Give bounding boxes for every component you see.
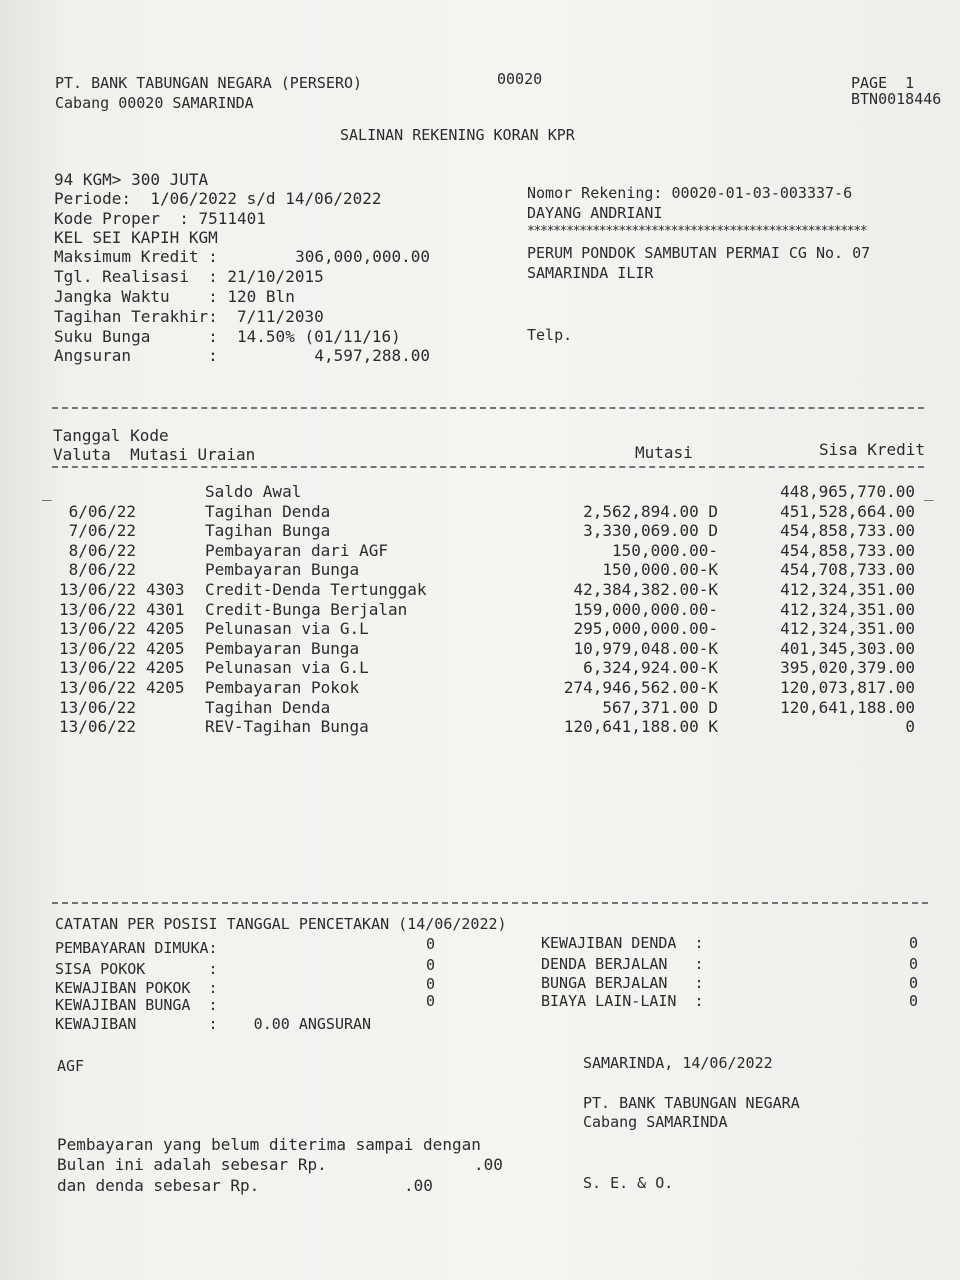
maks-kredit-value: 306,000,000.00 bbox=[295, 247, 430, 266]
bank-name: PT. BANK TABUNGAN NEGARA (PERSERO) bbox=[55, 74, 363, 92]
note-label: KEWAJIBAN BUNGA : bbox=[55, 996, 218, 1014]
row-sisa: 120,073,817.00 bbox=[780, 678, 915, 697]
row-mutasi: 150,000.00-K bbox=[602, 560, 718, 579]
row-sisa: 454,708,733.00 bbox=[780, 560, 915, 579]
row-uraian: Pembayaran Pokok bbox=[205, 678, 360, 697]
row-date: 6/06/22 bbox=[68, 502, 136, 521]
note-value: 0 bbox=[908, 934, 918, 952]
row-date: 13/06/22 bbox=[58, 639, 136, 658]
row-uraian: Pelunasan via G.L bbox=[205, 619, 369, 638]
row-date: 13/06/22 bbox=[58, 717, 136, 736]
row-code: 4303 bbox=[146, 580, 185, 599]
telephone: Telp. bbox=[527, 326, 573, 344]
row-sisa: 454,858,733.00 bbox=[780, 541, 915, 560]
row-date: 7/06/22 bbox=[68, 521, 136, 540]
payment-message-3-value: .00 bbox=[404, 1176, 433, 1195]
row-code: 4205 bbox=[146, 658, 185, 677]
divider bbox=[52, 407, 924, 409]
row-uraian: Pelunasan via G.L bbox=[205, 658, 369, 677]
note-value: 0 bbox=[425, 992, 435, 1010]
statement-title: SALINAN REKENING KORAN KPR bbox=[340, 126, 575, 144]
row-mutasi: 295,000,000.00- bbox=[573, 619, 718, 638]
angsuran-label: Angsuran : bbox=[54, 346, 218, 365]
row-marker: _ bbox=[924, 482, 934, 501]
row-uraian: Saldo Awal bbox=[205, 482, 302, 501]
row-date: 8/06/22 bbox=[68, 541, 136, 560]
place-date: SAMARINDA, 14/06/2022 bbox=[583, 1054, 773, 1072]
tagihan-terakhir: Tagihan Terakhir: 7/11/2030 bbox=[54, 307, 324, 326]
jangka-waktu: Jangka Waktu : 120 Bln bbox=[54, 287, 295, 306]
note-label: KEWAJIBAN DENDA : bbox=[541, 934, 704, 952]
payment-message-2-value: .00 bbox=[474, 1155, 503, 1174]
row-code: 4205 bbox=[146, 619, 185, 638]
kode-proper: Kode Proper : 7511401 bbox=[54, 209, 266, 228]
row-uraian: Pembayaran Bunga bbox=[205, 560, 360, 579]
row-sisa: 412,324,351.00 bbox=[780, 600, 915, 619]
note-label: BIAYA LAIN-LAIN : bbox=[541, 992, 704, 1010]
note-value: 0 bbox=[908, 974, 918, 992]
errors-omissions: S. E. & O. bbox=[583, 1174, 674, 1192]
row-mutasi: 150,000.00- bbox=[612, 541, 718, 560]
note-label: KEWAJIBAN POKOK : bbox=[55, 979, 218, 997]
row-sisa: 412,324,351.00 bbox=[780, 580, 915, 599]
row-mutasi: 274,946,562.00-K bbox=[563, 678, 718, 697]
row-code: 4205 bbox=[146, 678, 185, 697]
note-label: PEMBAYARAN DIMUKA: bbox=[55, 939, 218, 957]
address-line-2: SAMARINDA ILIR bbox=[527, 264, 654, 282]
maks-kredit-label: Maksimum Kredit : bbox=[54, 247, 218, 266]
header-valuta-mutasi-uraian: Valuta Mutasi Uraian bbox=[53, 445, 256, 464]
row-uraian: Credit-Denda Tertunggak bbox=[205, 580, 427, 599]
note-label: BUNGA BERJALAN : bbox=[541, 974, 704, 992]
row-sisa: 395,020,379.00 bbox=[780, 658, 915, 677]
branch-name: Cabang 00020 SAMARINDA bbox=[55, 94, 254, 112]
row-mutasi: 2,562,894.00 D bbox=[583, 502, 718, 521]
header-mutasi: Mutasi bbox=[635, 443, 693, 462]
footer-branch: Cabang SAMARINDA bbox=[583, 1113, 728, 1131]
row-mutasi: 10,979,048.00-K bbox=[573, 639, 718, 658]
suku-bunga: Suku Bunga : 14.50% (01/11/16) bbox=[54, 327, 401, 346]
payment-message-1: Pembayaran yang belum diterima sampai dengan bbox=[57, 1135, 481, 1154]
row-date: 8/06/22 bbox=[68, 560, 136, 579]
row-marker: _ bbox=[42, 482, 52, 501]
note-value: 0 bbox=[425, 956, 435, 974]
page-number: PAGE 1 bbox=[851, 74, 915, 92]
row-sisa: 120,641,188.00 bbox=[780, 698, 915, 717]
note-label: SISA POKOK : bbox=[55, 960, 218, 978]
divider bbox=[52, 902, 928, 904]
row-date: 13/06/22 bbox=[58, 619, 136, 638]
row-mutasi: 6,324,924.00-K bbox=[583, 658, 718, 677]
row-date: 13/06/22 bbox=[58, 658, 136, 677]
header-sisa-kredit: Sisa Kredit bbox=[819, 440, 925, 459]
row-mutasi: 120,641,188.00 K bbox=[563, 717, 718, 736]
product-name: 94 KGM> 300 JUTA bbox=[54, 170, 209, 189]
row-mutasi: 567,371.00 D bbox=[602, 698, 718, 717]
kewajiban-angsuran: KEWAJIBAN : 0.00 ANGSURAN bbox=[55, 1015, 372, 1033]
row-code: 4301 bbox=[146, 600, 185, 619]
payment-message-2: Bulan ini adalah sebesar Rp. bbox=[57, 1155, 327, 1174]
payment-message-3: dan denda sebesar Rp. bbox=[57, 1176, 260, 1195]
tgl-realisasi: Tgl. Realisasi : 21/10/2015 bbox=[54, 267, 324, 286]
row-date: 13/06/22 bbox=[58, 678, 136, 697]
row-sisa: 0 bbox=[905, 717, 915, 736]
row-uraian: REV-Tagihan Bunga bbox=[205, 717, 369, 736]
divider bbox=[52, 466, 924, 468]
footer-bank-name: PT. BANK TABUNGAN NEGARA bbox=[583, 1094, 800, 1112]
branch-code: 00020 bbox=[497, 70, 543, 88]
header-tanggal-kode: Tanggal Kode bbox=[53, 426, 169, 445]
document-id: BTN0018446 bbox=[851, 90, 942, 108]
kelurahan: KEL SEI KAPIH KGM bbox=[54, 228, 218, 247]
row-uraian: Tagihan Bunga bbox=[205, 521, 331, 540]
separator-stars: **************************************************** bbox=[527, 224, 867, 239]
row-sisa: 401,345,303.00 bbox=[780, 639, 915, 658]
row-mutasi: 42,384,382.00-K bbox=[573, 580, 718, 599]
row-sisa: 412,324,351.00 bbox=[780, 619, 915, 638]
row-date: 13/06/22 bbox=[58, 698, 136, 717]
officer-code: AGF bbox=[57, 1057, 85, 1075]
row-code: 4205 bbox=[146, 639, 185, 658]
row-sisa: 448,965,770.00 bbox=[780, 482, 915, 501]
row-date: 13/06/22 bbox=[58, 580, 136, 599]
address-line-1: PERUM PONDOK SAMBUTAN PERMAI CG No. 07 bbox=[527, 244, 871, 262]
note-value: 0 bbox=[908, 955, 918, 973]
row-sisa: 451,528,664.00 bbox=[780, 502, 915, 521]
note-value: 0 bbox=[425, 935, 435, 953]
note-value: 0 bbox=[425, 975, 435, 993]
period: Periode: 1/06/2022 s/d 14/06/2022 bbox=[54, 189, 382, 208]
angsuran-value: 4,597,288.00 bbox=[314, 346, 430, 365]
notes-title: CATATAN PER POSISI TANGGAL PENCETAKAN (14/06/2022) bbox=[55, 915, 507, 933]
row-date: 13/06/22 bbox=[58, 600, 136, 619]
row-mutasi: 159,000,000.00- bbox=[573, 600, 718, 619]
row-sisa: 454,858,733.00 bbox=[780, 521, 915, 540]
row-uraian: Tagihan Denda bbox=[205, 698, 331, 717]
row-uraian: Credit-Bunga Berjalan bbox=[205, 600, 408, 619]
customer-name: DAYANG ANDRIANI bbox=[527, 204, 663, 222]
row-uraian: Pembayaran Bunga bbox=[205, 639, 360, 658]
row-uraian: Pembayaran dari AGF bbox=[205, 541, 389, 560]
note-label: DENDA BERJALAN : bbox=[541, 955, 704, 973]
account-number: Nomor Rekening: 00020-01-03-003337-6 bbox=[527, 184, 853, 202]
note-value: 0 bbox=[908, 992, 918, 1010]
row-uraian: Tagihan Denda bbox=[205, 502, 331, 521]
row-mutasi: 3,330,069.00 D bbox=[583, 521, 718, 540]
